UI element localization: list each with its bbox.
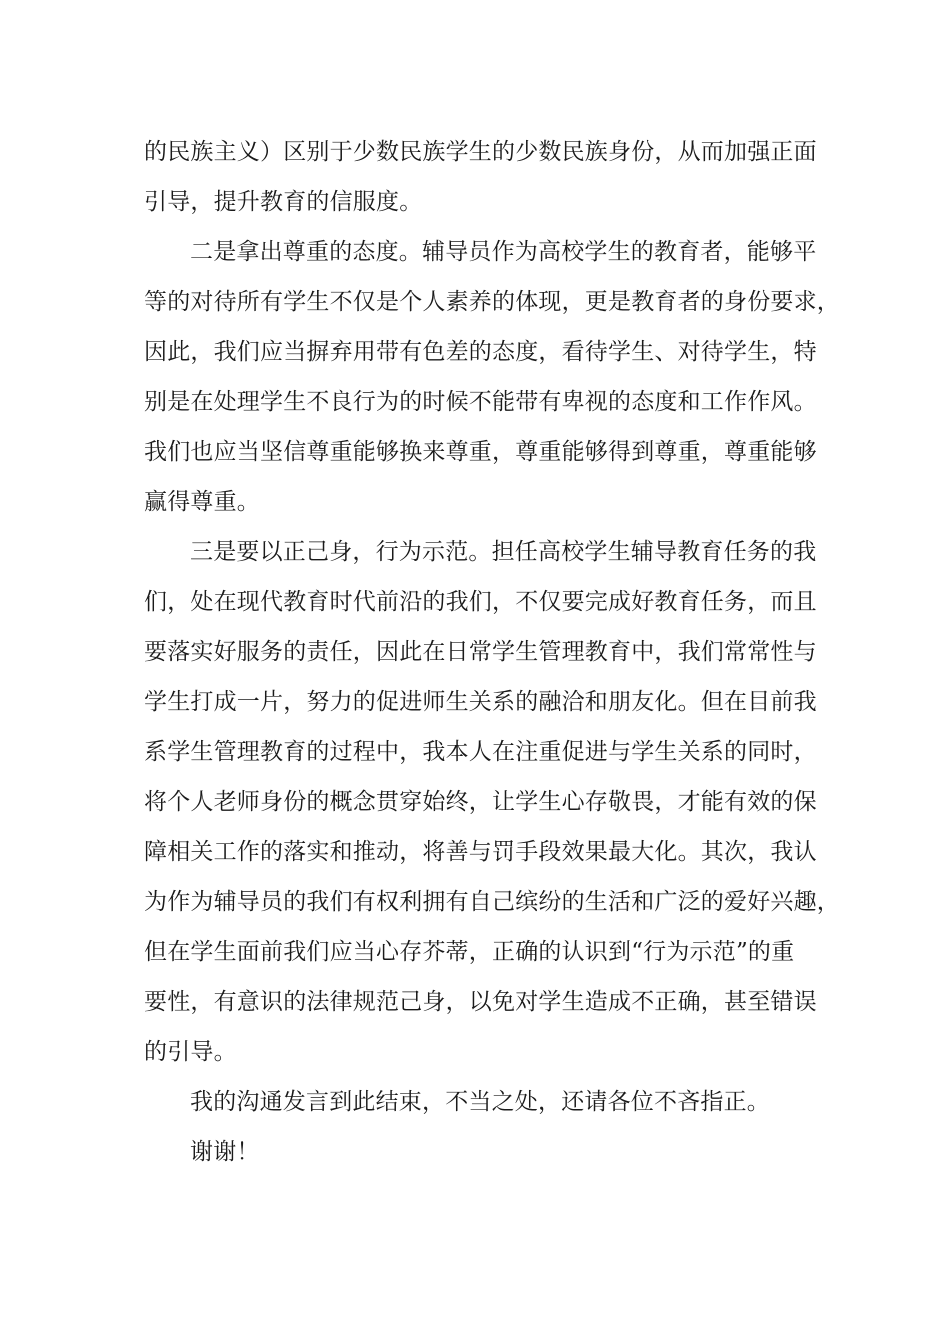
text-line: 因此，我们应当摒弃用带有色差的态度，看待学生、对待学生，特 xyxy=(144,339,817,365)
text-line: 赢得尊重。 xyxy=(144,489,260,515)
text-line: 们，处在现代教育时代前沿的我们，不仅要完成好教育任务，而且 xyxy=(144,589,817,615)
paragraph-start-line: 我的沟通发言到此结束，不当之处，还请各位不吝指正。 xyxy=(190,1089,770,1115)
text-line: 等的对待所有学生不仅是个人素养的体现，更是教育者的身份要求， xyxy=(144,289,840,315)
text-line: 要性，有意识的法律规范己身，以免对学生造成不正确，甚至错误 xyxy=(144,989,817,1015)
text-line: 我们也应当坚信尊重能够换来尊重，尊重能够得到尊重，尊重能够 xyxy=(144,439,817,465)
paragraph-start-line: 三是要以正己身，行为示范。担任高校学生辅导教育任务的我 xyxy=(190,539,817,565)
text-line: 别是在处理学生不良行为的时候不能带有卑视的态度和工作作风。 xyxy=(144,389,817,415)
text-line: 但在学生面前我们应当心存芥蒂，正确的认识到“行为示范”的重 xyxy=(144,939,795,965)
text-line: 将个人老师身份的概念贯穿始终，让学生心存敬畏，才能有效的保 xyxy=(144,789,817,815)
text-line: 学生打成一片，努力的促进师生关系的融洽和朋友化。但在目前我 xyxy=(144,689,817,715)
text-line: 的民族主义）区别于少数民族学生的少数民族身份，从而加强正面 xyxy=(144,139,817,165)
paragraph-start-line: 谢谢！ xyxy=(190,1139,260,1165)
text-line: 的引导。 xyxy=(144,1039,237,1065)
text-line: 障相关工作的落实和推动，将善与罚手段效果最大化。其次，我认 xyxy=(144,839,817,865)
paragraph-start-line: 二是拿出尊重的态度。辅导员作为高校学生的教育者，能够平 xyxy=(190,239,817,265)
text-line: 为作为辅导员的我们有权利拥有自己缤纷的生活和广泛的爱好兴趣， xyxy=(144,889,840,915)
text-line: 系学生管理教育的过程中，我本人在注重促进与学生关系的同时， xyxy=(144,739,817,765)
text-line: 要落实好服务的责任，因此在日常学生管理教育中，我们常常性与 xyxy=(144,639,817,665)
text-line: 引导，提升教育的信服度。 xyxy=(144,189,423,215)
